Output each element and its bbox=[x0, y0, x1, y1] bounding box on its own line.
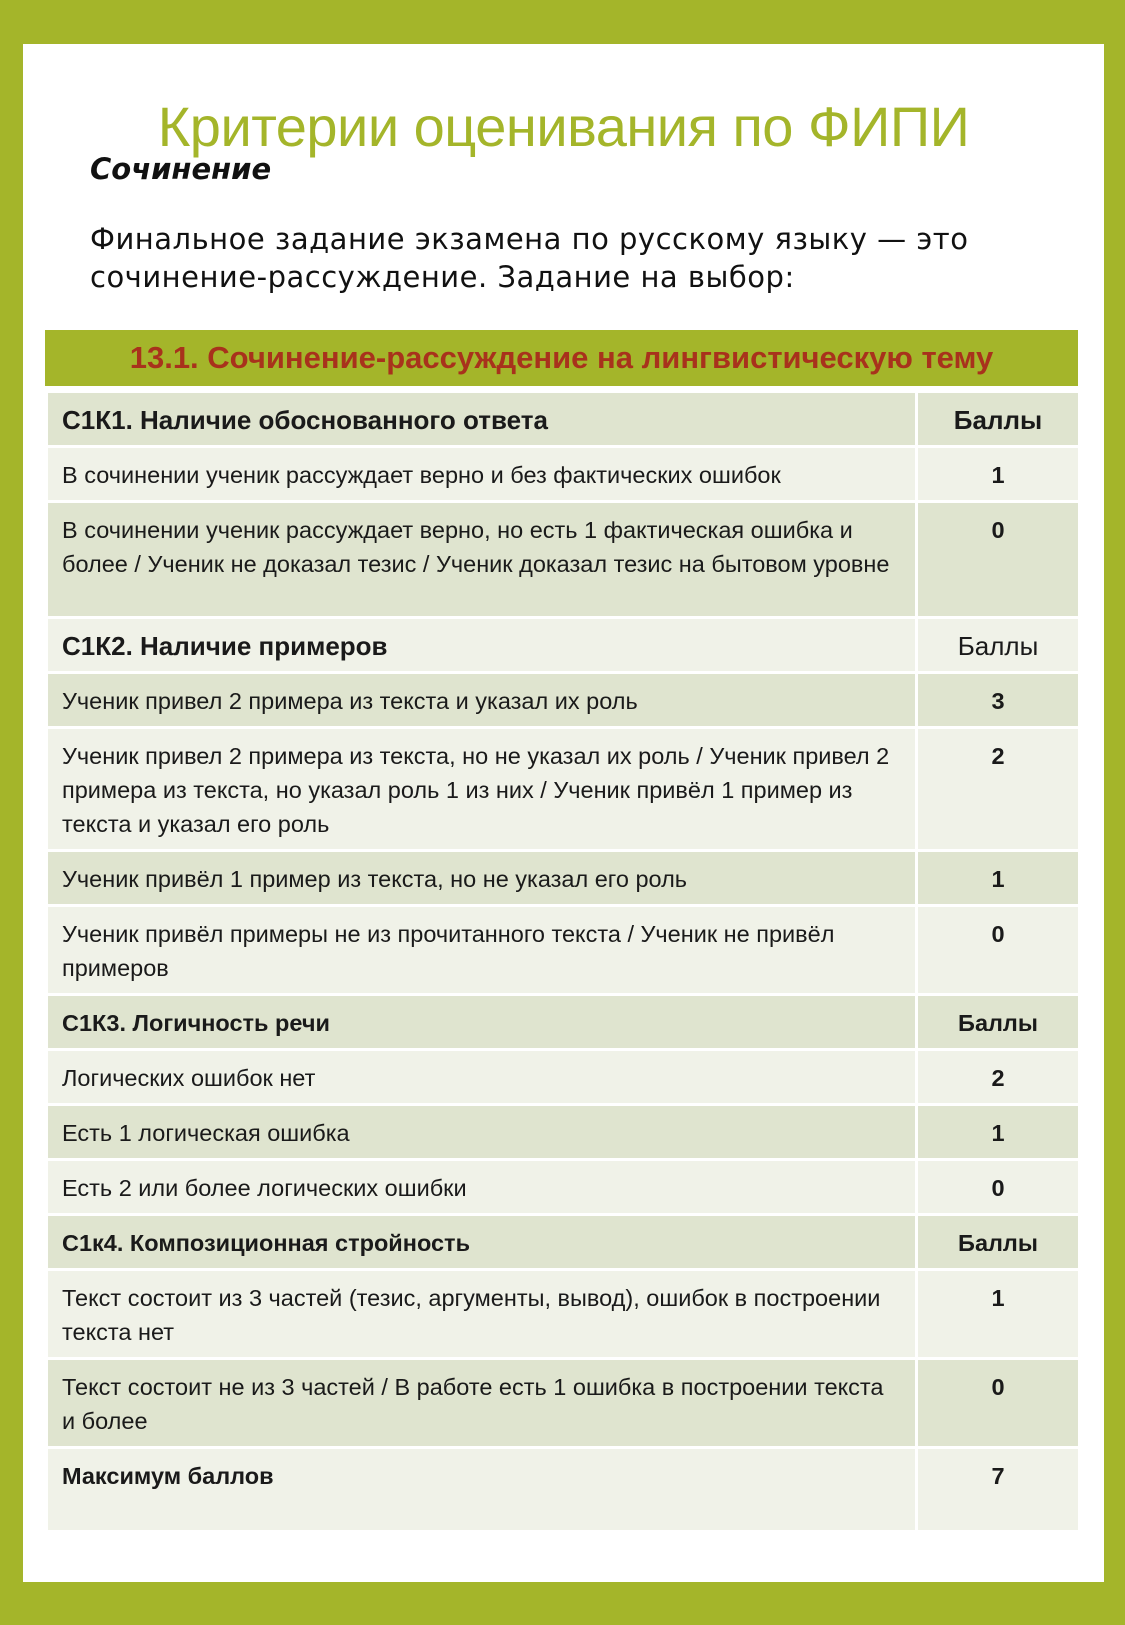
points-header: Баллы bbox=[917, 1215, 1080, 1270]
criterion-description: Ученик привел 2 примера из текста, но не указал их роль / Ученик привел 2 примера из текста, но указал роль 1 из них / Ученик привёл 1 пример из текста и указал его роль bbox=[47, 728, 917, 851]
criterion-header-k3 bbox=[47, 995, 1080, 1050]
points-value: 1 bbox=[917, 851, 1080, 906]
total-label: Максимум баллов bbox=[47, 1448, 917, 1532]
criteria-table bbox=[45, 330, 1078, 1533]
criterion-description: В сочинении ученик рассуждает верно, но есть 1 фактическая ошибка и более / Ученик не доказал тезис / Ученик доказал тезис на бытовом уровне bbox=[47, 502, 917, 618]
criterion-description: Текст состоит из 3 частей (тезис, аргументы, вывод), ошибок в построении текста нет bbox=[47, 1270, 917, 1359]
points-header: Баллы bbox=[917, 618, 1080, 673]
criterion-title: С1К3. Логичность речи bbox=[47, 995, 917, 1050]
points-value: 0 bbox=[917, 502, 1080, 618]
points-value: 0 bbox=[917, 906, 1080, 995]
points-header: Баллы bbox=[917, 995, 1080, 1050]
table-heading: 13.1. Сочинение-рассуждение на лингвистическую тему bbox=[45, 330, 1078, 390]
criterion-title: С1К2. Наличие примеров bbox=[47, 618, 917, 673]
points-header: Баллы bbox=[917, 392, 1080, 447]
table-row bbox=[47, 447, 1080, 502]
criterion-description: Есть 1 логическая ошибка bbox=[47, 1105, 917, 1160]
criterion-description: Ученик привел 2 примера из текста и указал их роль bbox=[47, 673, 917, 728]
points-value: 1 bbox=[917, 1270, 1080, 1359]
points-value: 1 bbox=[917, 447, 1080, 502]
points-value: 1 bbox=[917, 1105, 1080, 1160]
table-row bbox=[47, 1270, 1080, 1359]
points-value: 2 bbox=[917, 1050, 1080, 1105]
criterion-description: Логических ошибок нет bbox=[47, 1050, 917, 1105]
slide bbox=[23, 44, 1104, 1582]
table-row bbox=[47, 1359, 1080, 1448]
table-row bbox=[47, 1050, 1080, 1105]
criterion-description: Текст состоит не из 3 частей / В работе есть 1 ошибка в построении текста и более bbox=[47, 1359, 917, 1448]
total-points: 7 bbox=[917, 1448, 1080, 1532]
page-title: Критерии оценивания по ФИПИ bbox=[157, 95, 970, 158]
criterion-description: В сочинении ученик рассуждает верно и без фактических ошибок bbox=[47, 447, 917, 502]
criterion-description: Ученик привёл 1 пример из текста, но не указал его роль bbox=[47, 851, 917, 906]
table-row bbox=[47, 673, 1080, 728]
criterion-header-k4 bbox=[47, 1215, 1080, 1270]
table-row bbox=[47, 1160, 1080, 1215]
points-value: 3 bbox=[917, 673, 1080, 728]
criterion-title: С1к4. Композиционная стройность bbox=[47, 1215, 917, 1270]
criterion-description: Ученик привёл примеры не из прочитанного текста / Ученик не привёл примеров bbox=[47, 906, 917, 995]
table-row bbox=[47, 851, 1080, 906]
table-row bbox=[47, 1105, 1080, 1160]
criterion-title: С1К1. Наличие обоснованного ответа bbox=[47, 392, 917, 447]
intro-text: Финальное задание экзамена по русскому языку — это сочинение-рассуждение. Задание на выбор: bbox=[90, 222, 969, 294]
points-value: 0 bbox=[917, 1359, 1080, 1448]
table-row bbox=[47, 906, 1080, 995]
points-value: 2 bbox=[917, 728, 1080, 851]
table-row bbox=[47, 728, 1080, 851]
criterion-description: Есть 2 или более логических ошибки bbox=[47, 1160, 917, 1215]
points-value: 0 bbox=[917, 1160, 1080, 1215]
criterion-header-k2 bbox=[47, 618, 1080, 673]
subtitle: Сочинение bbox=[90, 152, 272, 186]
criterion-header-k1 bbox=[47, 392, 1080, 447]
table-row bbox=[47, 502, 1080, 618]
total-row bbox=[47, 1448, 1080, 1532]
